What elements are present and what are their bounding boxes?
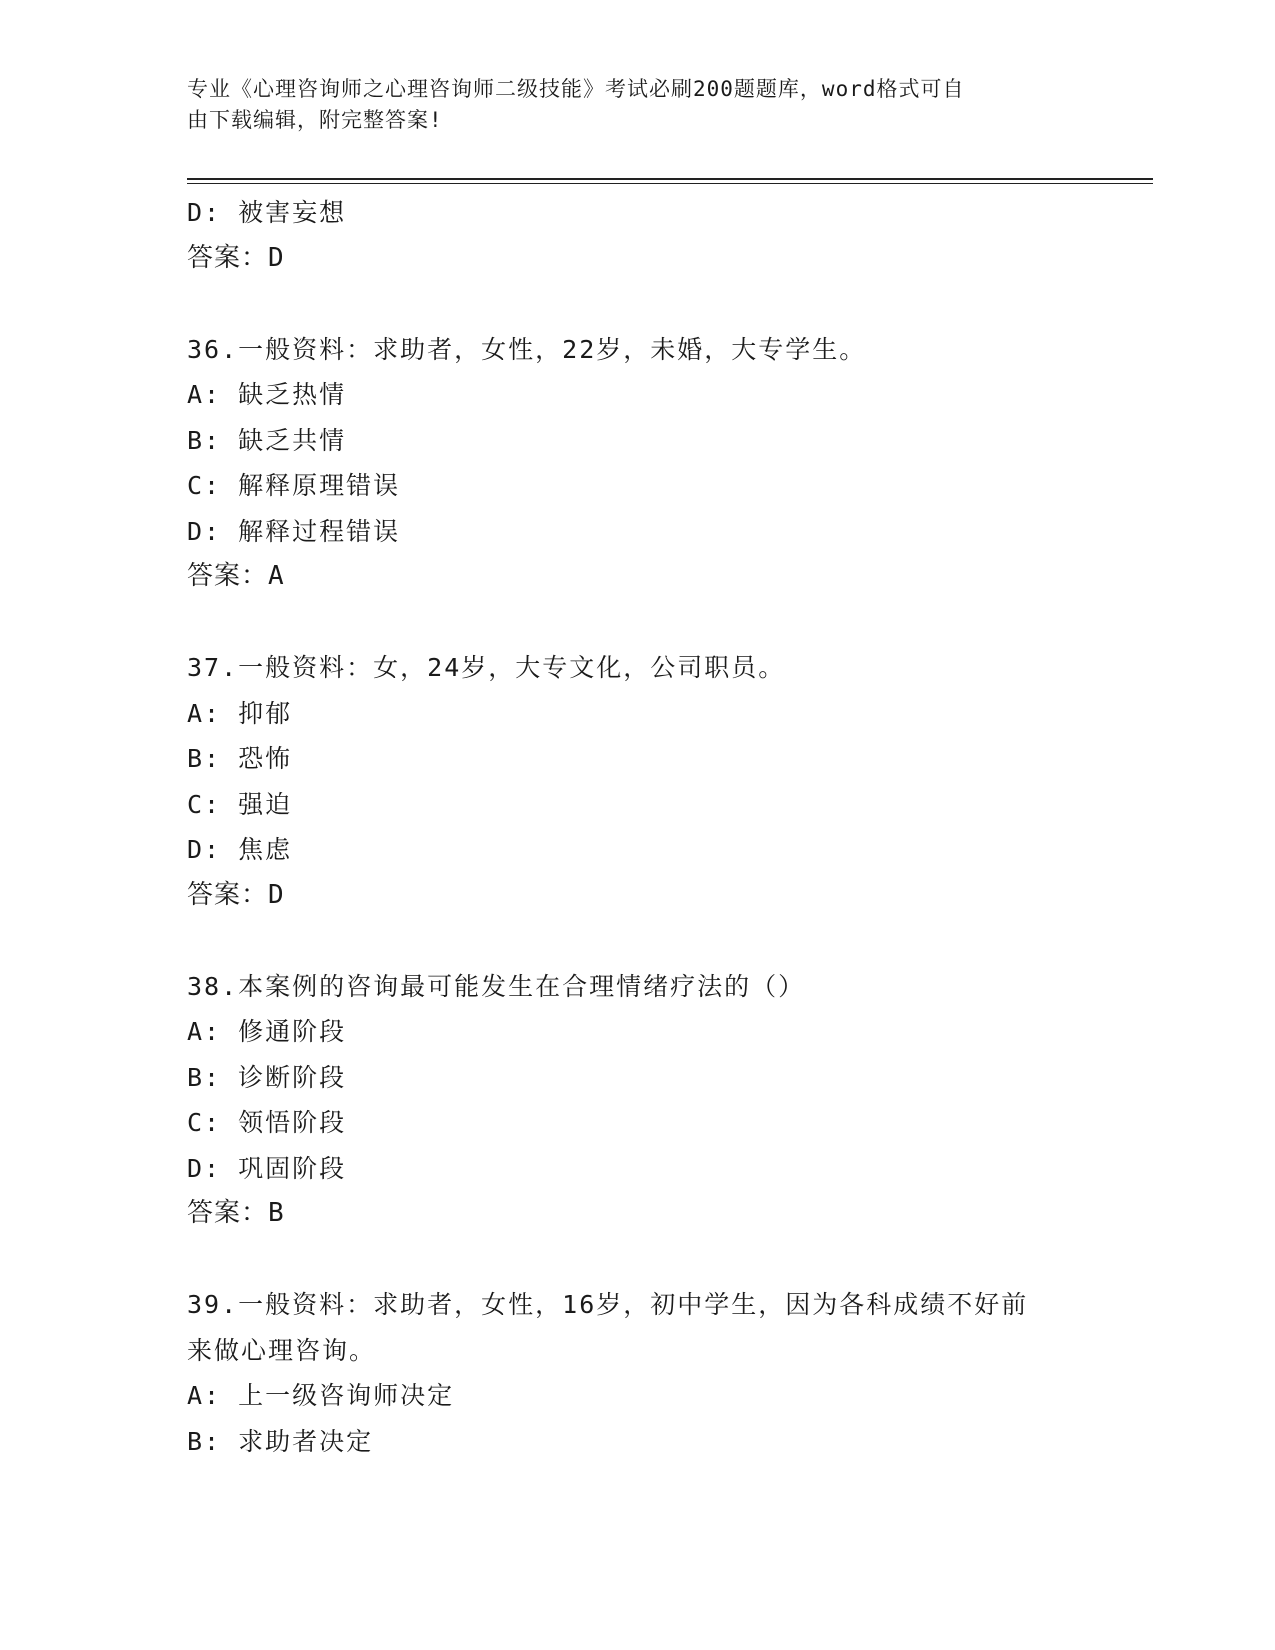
option-d: D: 巩固阶段 — [187, 1153, 347, 1183]
question-stem-line-1: 39.一般资料：求助者，女性，16岁，初中学生，因为各科成绩不好前 — [187, 1290, 1029, 1319]
header-line-1: 专业《心理咨询师之心理咨询师二级技能》考试必刷200题题库，word格式可自 — [187, 77, 965, 101]
question-39 — [187, 1282, 1087, 1464]
question-stem: 37.一般资料：女，24岁，大专文化，公司职员。 — [187, 653, 786, 682]
option-b: B: 诊断阶段 — [187, 1062, 347, 1092]
question-stem-line-2: 来做心理咨询。 — [187, 1335, 377, 1365]
question-stem: 36.一般资料：求助者，女性，22岁，未婚，大专学生。 — [187, 334, 867, 364]
option-b: B: 求助者决定 — [187, 1426, 374, 1456]
option-d: D: 被害妄想 — [187, 198, 347, 227]
answer-line — [187, 873, 1087, 919]
document-body — [187, 190, 1087, 1464]
option-b: B: 恐怖 — [187, 744, 293, 773]
header-rule-thin — [187, 183, 1153, 184]
option-a: A: 上一级咨询师决定 — [187, 1381, 455, 1410]
answer-value: B — [268, 1198, 285, 1228]
option-c: C: 强迫 — [187, 789, 293, 819]
answer-value: D — [268, 879, 285, 910]
option-c: C: 领悟阶段 — [187, 1108, 347, 1137]
option-d: D: 解释过程错误 — [187, 516, 401, 546]
option-b: B: 缺乏共情 — [187, 425, 347, 455]
document-header — [187, 74, 1067, 136]
answer-value: D — [268, 242, 285, 273]
option-c: C: 解释原理错误 — [187, 471, 401, 500]
option-a: A: 抑郁 — [187, 698, 293, 728]
question-36 — [187, 327, 1087, 600]
header-rule-thick — [187, 178, 1153, 180]
question-37 — [187, 645, 1087, 918]
question-38 — [187, 964, 1087, 1237]
option-a: A: 缺乏热情 — [187, 380, 347, 409]
header-line-2: 由下载编辑，附完整答案! — [187, 108, 443, 132]
answer-value: A — [268, 561, 285, 591]
answer-label: 答案： — [187, 561, 269, 591]
answer-label: 答案： — [187, 1198, 269, 1228]
question-stem: 38.本案例的咨询最可能发生在合理情绪疗法的（） — [187, 971, 806, 1001]
option-a: A: 修通阶段 — [187, 1017, 347, 1046]
answer-label: 答案： — [187, 242, 269, 273]
answer-line — [187, 236, 1087, 282]
answer-label: 答案： — [187, 879, 269, 910]
option-d: D: 焦虑 — [187, 835, 293, 864]
answer-line — [187, 554, 1087, 600]
answer-line — [187, 1191, 1087, 1237]
